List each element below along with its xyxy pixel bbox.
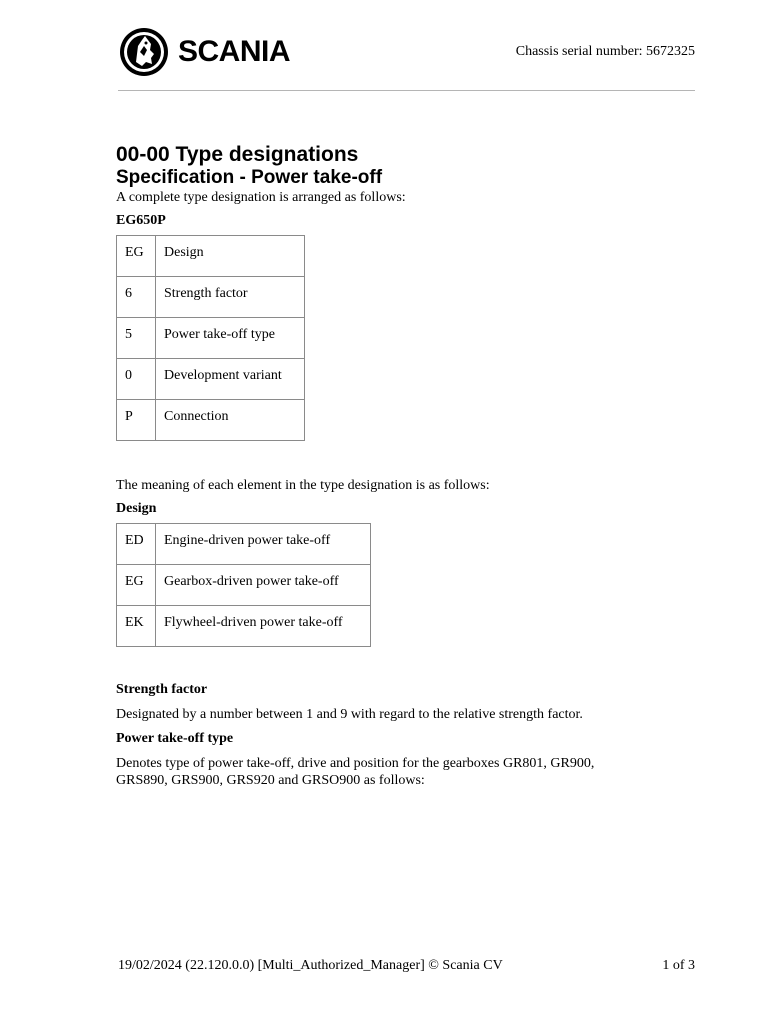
strength-factor-text: Designated by a number between 1 and 9 with regard to the relative strength factor. [116,707,583,722]
intro-text: A complete type designation is arranged as follows: [116,190,406,205]
table-cell-code: EG [117,236,156,277]
main-content [116,142,696,789]
chassis-serial-number: Chassis serial number: 5672325 [515,44,695,59]
table-cell-meaning: Engine-driven power take-off [156,524,371,565]
pto-type-text-line2: GRS890, GRS900, GRS920 and GRSO900 as follows: [116,773,425,788]
table-cell-meaning: Gearbox-driven power take-off [156,565,371,606]
table-cell-code: ED [117,524,156,565]
table-cell-code: 5 [117,318,156,359]
table-cell-code: EG [117,565,156,606]
design-heading: Design [116,501,157,516]
table-cell-meaning: Design [156,236,305,277]
table-cell-meaning: Flywheel-driven power take-off [156,606,371,647]
table-row [117,318,305,359]
scania-logo [118,24,290,80]
page-subtitle: Specification - Power take-off [116,167,383,188]
table-cell-meaning: Development variant [156,359,305,400]
table-row [117,277,305,318]
table-row [117,565,371,606]
design-table [116,523,371,647]
pto-type-heading: Power take-off type [116,731,234,746]
logo-wordmark: SCANIA [178,35,291,68]
strength-factor-heading: Strength factor [116,682,208,697]
table-row [117,236,305,277]
designation-table [116,235,305,441]
table-cell-meaning: Strength factor [156,277,305,318]
footer-info: 19/02/2024 (22.120.0.0) [Multi_Authorized_Manager] © Scania CV [118,958,503,973]
page-number: 1 of 3 [662,958,695,973]
table-cell-meaning: Connection [156,400,305,441]
page-title: 00-00 Type designations [116,143,359,166]
table-row [117,524,371,565]
meaning-intro-text: The meaning of each element in the type designation is as follows: [116,478,490,493]
table-row [117,400,305,441]
table-row [117,359,305,400]
table-cell-meaning: Power take-off type [156,318,305,359]
table-cell-code: EK [117,606,156,647]
table-cell-code: 6 [117,277,156,318]
page-header [118,20,695,91]
table-cell-code: P [117,400,156,441]
pto-type-text-line1: Denotes type of power take-off, drive and position for the gearboxes GR801, GR900, [116,756,595,771]
griffin-emblem-icon [118,24,170,80]
example-code: EG650P [116,213,166,228]
table-cell-code: 0 [117,359,156,400]
table-row [117,606,371,647]
